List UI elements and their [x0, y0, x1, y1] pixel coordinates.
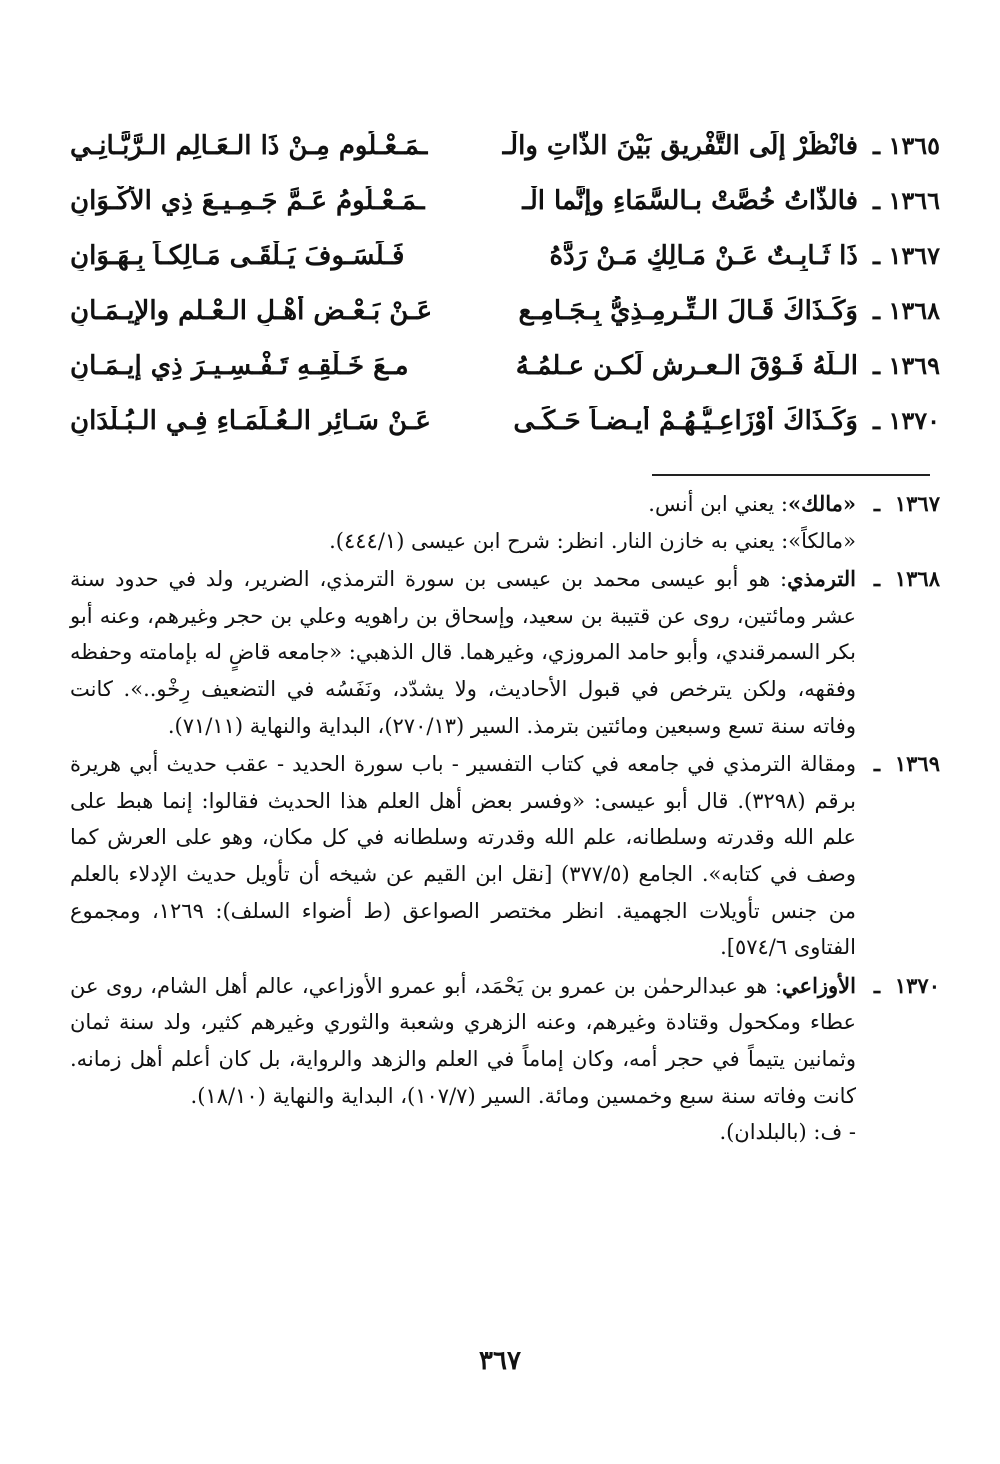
footnote-dash: ـ: [873, 566, 880, 592]
verse-row: [70, 338, 940, 393]
verse-dash: ـ: [872, 406, 880, 435]
verse-dash: ـ: [872, 131, 880, 160]
verse-first-hemistich: ذَا ثَـابِـتٌ عَـنْ مَـالِكٍ مَـنْ رَدَّهُ: [549, 240, 858, 271]
verse-second-hemistich: عَـنْ بَـعْـضِ أَهْـلِ الـعْـلمِ والإِيـمَـانِ: [70, 295, 433, 326]
verse-first-hemistich: فانْظُرْ إِلَى التَّفْرِيقِ بَيْنَ الذَّاتِ والْـ: [502, 130, 858, 161]
footnote: [70, 968, 940, 1151]
footnote-term: الأوزاعي: [782, 972, 856, 998]
footnote-paragraph: - ف: (بالبلدان).: [719, 1120, 856, 1145]
footnote-dash: ـ: [873, 972, 880, 998]
verse-second-hemistich: عَـنْ سَـائِرِ الـعُـلَمَـاءِ فِـي الـبُـلْدَانِ: [70, 405, 431, 436]
verse-number: ١٣٦٧: [888, 241, 940, 270]
footnote-dash: ـ: [873, 491, 880, 516]
footnotes: [70, 486, 940, 1153]
footnote-body: [70, 968, 856, 1151]
footnote-text: : هو أبو عيسى محمد بن عيسى بن سورة الترمذي، الضرير، ولد في حدود سنة عشر ومائتين، روى عن قتيبة بن سعيد، وإسحاق بن راهويه وعلي بن حجر وغيرهم، وعنه أبو بكر السمرقندي، وأبو حامد المروزي، وغيرهما. قال الذهبي: «جامعه قاضٍ له بإمامته وحفظه وفقهه، ولكن يترخص في قبول الأحاديث، ولا يشدّد، ونَفَسُه في التضعيف رِخْو..». كانت وفاته سنة تسع وسبعين ومائتين بترمذ. السير (٢٧٠/١٣)، البداية والنهاية (٧١/١١).: [70, 567, 856, 738]
verse-number: ١٣٧٠: [888, 406, 940, 435]
footnote: [70, 561, 940, 744]
verse-dash: ـ: [872, 241, 880, 270]
footnote: [70, 486, 940, 559]
verse-row: [70, 283, 940, 338]
verse-dash: ـ: [872, 186, 880, 215]
verse-second-hemistich: مـعَ خَـلْقِـهِ تَـفْـسِـيـرَ ذِي إِيـمَـانِ: [70, 350, 409, 381]
footnote-body: [70, 746, 856, 966]
footnote-paragraph: [70, 968, 856, 1114]
verse-row: [70, 228, 940, 283]
verse-second-hemistich: ـمَـعْـلُومُ عَـمَّ جَـمِـيـعَ ذِي الأَكْـوَانِ: [70, 185, 425, 216]
footnote: [70, 746, 940, 966]
page-number: ٣٦٧: [479, 1346, 521, 1376]
footnote-paragraph: [70, 486, 856, 523]
verse-first-hemistich: فالذَّاتُ خُصَّتْ بـالسَّمَاءِ وإِنَّما الْـ: [522, 185, 858, 216]
verse-dash: ـ: [872, 296, 880, 325]
footnote-number: ١٣٦٧: [894, 491, 940, 516]
verse-dash: ـ: [872, 351, 880, 380]
footnote-paragraph: «مالكاً»: يعني به خازن النار. انظر: شرح ابن عيسى (٤٤٤/١).: [329, 528, 856, 553]
footnote-dash: ـ: [873, 751, 880, 777]
verse-second-hemistich: فَـلَسَـوفَ يَـلْقَـى مَـالِكـاً بِـهَـوَانِ: [70, 240, 405, 271]
footnote-number: ١٣٧٠: [894, 972, 940, 998]
verse-first-hemistich: الـلَّهُ فَـوْقَ الـعـرشِ لَكـن عـلمُـهُ: [515, 350, 858, 381]
footnote-number: ١٣٦٨: [894, 566, 940, 592]
footnote-separator: [652, 474, 930, 476]
footnote-term: «مالك»: [788, 491, 856, 516]
footnote-paragraph: ومقالة الترمذي في جامعه في كتاب التفسير - باب سورة الحديد - عقب حديث أبي هريرة برقم (٣٢٩٨). قال أبو عيسى: «وفسر بعض أهل العلم هذا الحديث فقالوا: إنما هبط على علم الله وقدرته وسلطانه، علم الله وقدرته وسلطانه في كل مكان، وهو على العرش كما وصف في كتابه». الجامع (٣٧٧/٥) [نقل ابن القيم عن شيخه أن تأويل حديث الإدلاء بالعلم من جنس تأويلات الجهمية. انظر مختصر الصواعق (ط أضواء السلف): ١٢٦٩، ومجموع الفتاوى ٥٧٤/٦].: [70, 752, 856, 960]
verse-number: ١٣٦٨: [888, 296, 940, 325]
verse-number: ١٣٦٩: [888, 351, 940, 380]
verse-first-hemistich: وَكَـذَاكَ قَـالَ الـتِّـرمِـذِيُّ بِـجَـامِـعٍ: [518, 295, 858, 326]
verse-row: [70, 118, 940, 173]
footnote-body: [70, 486, 856, 559]
verse-row: [70, 393, 940, 448]
verse-number: ١٣٦٦: [888, 186, 940, 215]
verse-second-hemistich: ـمَـعْـلُومِ مِـنْ ذَا الـعَـالِمِ الـرَّبَّـانِـي: [70, 130, 428, 161]
verse-first-hemistich: وَكَـذَاكَ أوْزَاعِـيُّـهُـمْ أيـضـاً حَـكَـى: [513, 405, 858, 436]
footnote-paragraph: [70, 561, 856, 744]
footnote-term: الترمذي: [787, 566, 856, 592]
poem-verses: [70, 118, 940, 448]
footnote-body: [70, 561, 856, 744]
footnote-text: : يعني ابن أنس.: [648, 492, 788, 516]
verse-row: [70, 173, 940, 228]
footnote-text: : هو عبدالرحمٰن بن عمرو بن يَحْمَد، أبو عمرو الأوزاعي، عالم أهل الشام، روى عن عطاء ومكحول وقتادة وغيرهم، وعنه الزهري وشعبة والثوري وغيرهم كثير، ولد سنة ثمان وثمانين يتيماً في حجر أمه، وكان إماماً في العلم والزهد والرواية، بل كان أعلم أهل زمانه. كانت وفاته سنة سبع وخمسين ومائة. السير (١٠٧/٧)، البداية والنهاية (١٨/١٠).: [70, 973, 856, 1108]
footnote-number: ١٣٦٩: [894, 751, 940, 777]
verse-number: ١٣٦٥: [888, 131, 940, 160]
